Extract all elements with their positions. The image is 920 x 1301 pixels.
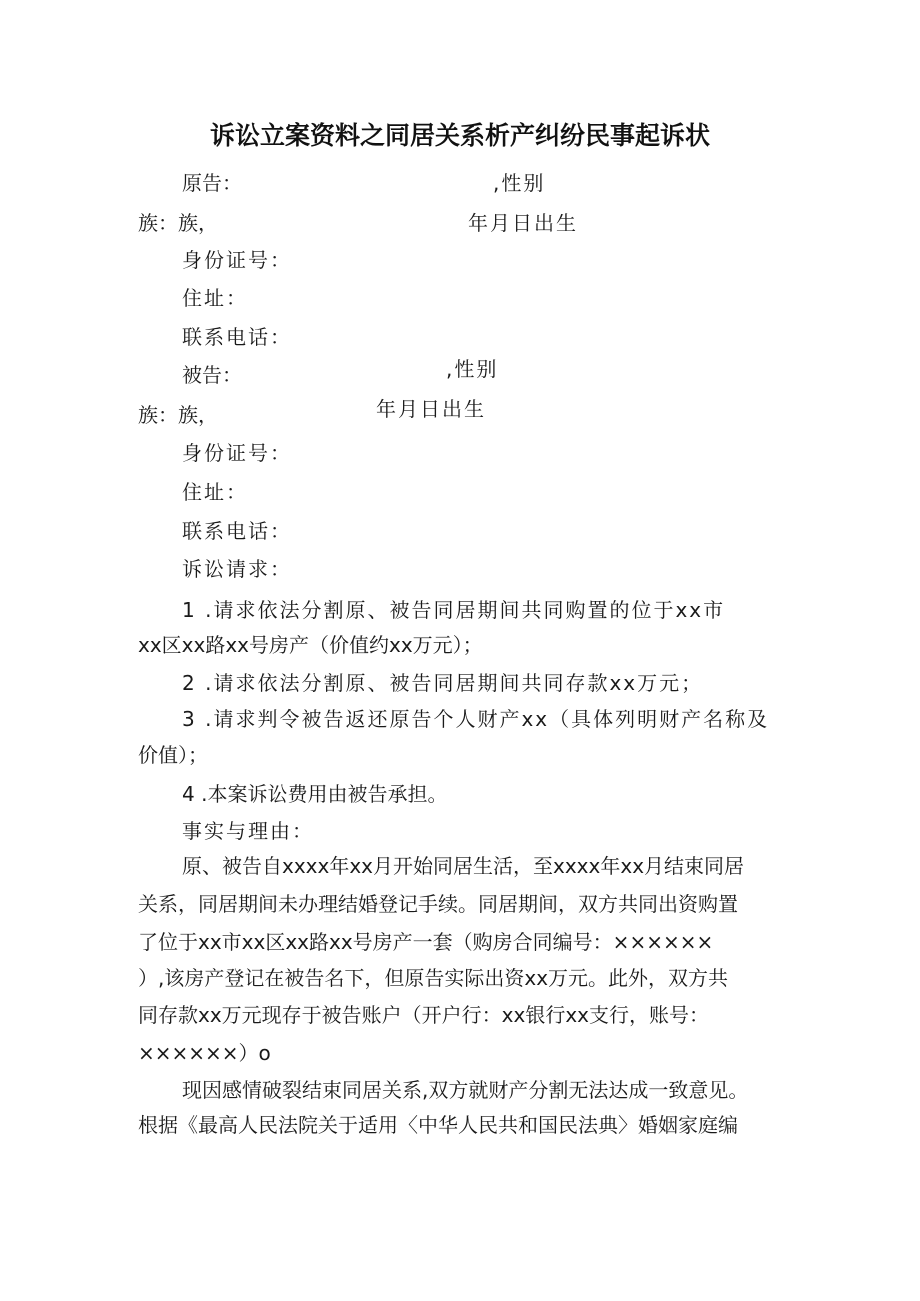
plaintiff-id-number: 身份证号： [182, 248, 292, 272]
claim-line: xx区xx路xx号房产（价值约xx万元）； [138, 633, 483, 657]
plaintiff-label: 原告： [182, 171, 242, 195]
defendant-id-number: 身份证号： [182, 441, 292, 465]
defendant-address: 住址： [182, 480, 248, 504]
facts-line: 原、被告自xxxx年xx月开始同居生活，至xxxx年xx月结束同居 [182, 854, 745, 878]
defendant-label: 被告： [182, 363, 242, 387]
facts-heading: 事实与理由： [182, 819, 314, 843]
facts-line: 了位于xx市xx区xx路xx号房产一套（购房合同编号：×××××× [138, 930, 714, 954]
claim-line: 价值）； [138, 743, 208, 767]
claim-line: 2 .请求依法分割原、被告同居期间共同存款xx万元； [182, 671, 704, 695]
plaintiff-ethnicity: 族：族， [138, 211, 218, 235]
defendant-birth: 年月日出生 [376, 397, 486, 421]
plaintiff-phone: 联系电话： [182, 325, 292, 349]
defendant-phone: 联系电话： [182, 519, 292, 543]
facts-line: 关系，同居期间未办理结婚登记手续。同居期间，双方共同出资购置 [138, 892, 738, 916]
facts-line: 根据《最高人民法院关于适用〈中华人民共和国民法典〉婚姻家庭编 [138, 1113, 738, 1137]
claims-heading: 诉讼请求： [182, 557, 292, 581]
facts-line: 现因感情破裂结束同居关系,双方就财产分割无法达成一致意见。 [182, 1078, 749, 1102]
facts-line: 同存款xx万元现存于被告账户（开户行：xx银行xx支行，账号： [138, 1003, 710, 1027]
defendant-gender: ,性别 [446, 357, 499, 381]
document-title: 诉讼立案资料之同居关系析产纠纷民事起诉状 [209, 121, 710, 150]
plaintiff-gender: ,性别 [493, 171, 546, 195]
claim-line: 3 .请求判令被告返还原告个人财产xx（具体列明财产名称及 [182, 707, 770, 731]
claim-line: 4 .本案诉讼费用由被告承担。 [182, 782, 448, 806]
facts-line: ××××××）o [138, 1041, 271, 1065]
plaintiff-birth: 年月日出生 [468, 211, 578, 235]
plaintiff-address: 住址： [182, 286, 248, 310]
defendant-ethnicity: 族：族， [138, 403, 218, 427]
facts-line: ）,该房产登记在被告名下，但原告实际出资xx万元。此外，双方共 [138, 966, 729, 990]
claim-line: 1 .请求依法分割原、被告同居期间共同购置的位于xx市 [182, 598, 726, 622]
